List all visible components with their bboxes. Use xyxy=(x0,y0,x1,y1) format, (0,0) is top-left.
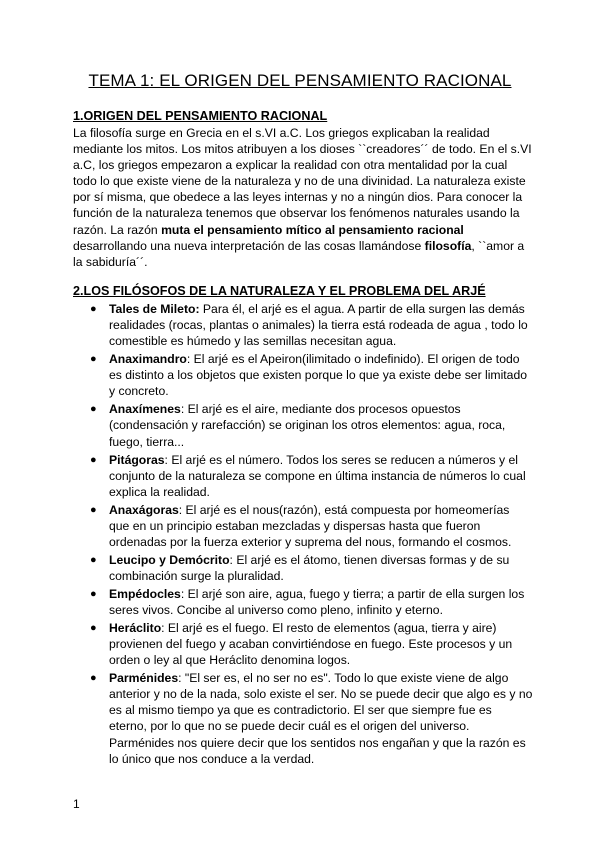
document-title: TEMA 1: EL ORIGEN DEL PENSAMIENTO RACIONAL xyxy=(88,71,512,90)
philosopher-description: : El arjé es el aire, mediante dos procesos opuestos (condensación y rarefacción) se originan los otros elementos: agua, roca, fuego, tierra... xyxy=(109,402,506,449)
philosopher-description: : "El ser es, el no ser no es". Todo lo que existe viene de algo anterior y no de la nada, solo existe el ser. No se puede decir que algo es y no es al mismo tiempo ya que es contradictorio. El ser que siempre fue es eterno, por lo que no se puede decir cuál es el origen del universo. Parménides nos quiere decir que los sentidos nos engañan y que la razón es lo único que nos conduce a la verdad. xyxy=(109,671,533,766)
philosopher-name: Parménides xyxy=(109,671,179,686)
philosopher-description: : El arjé son aire, agua, fuego y tierra; a partir de ella surgen los seres vivos. Concibe al universo como pleno, infinito y eterno. xyxy=(109,586,525,618)
list-item xyxy=(73,502,533,550)
bullet-icon: ● xyxy=(90,353,97,366)
paragraph-text-c: , ``amor a la sabiduría´´. xyxy=(73,238,525,269)
bullet-icon: ● xyxy=(90,672,97,685)
page-number: 1 xyxy=(73,797,80,811)
philosopher-name: Anaxímenes xyxy=(109,402,181,417)
list-item xyxy=(73,586,533,618)
list-item xyxy=(73,452,533,500)
bullet-icon: ● xyxy=(90,303,97,315)
list-item xyxy=(73,552,533,584)
paragraph-text-b: desarrollando una nueva interpretación de las cosas llamándose xyxy=(73,238,425,253)
philosopher-description: : El arjé es el fuego. El resto de elementos (agua, tierra y aire) provienen del fuego y acaban convirtiéndose en fuego. Este procesos y un orden o ley al que Heráclito denomina logos. xyxy=(109,621,513,668)
list-item xyxy=(73,620,533,668)
philosopher-description: : El arjé es el número. Todos los seres se reducen a números y el conjunto de la naturaleza se compone en última instancia de números lo cual explica la realidad. xyxy=(109,452,526,499)
philosopher-name: Empédocles xyxy=(109,586,181,601)
bullet-icon: ● xyxy=(90,622,97,635)
philosopher-name: Anaxágoras xyxy=(109,502,179,517)
paragraph-text-a: La filosofía surge en Grecia en el s.VI a.C. Los griegos explicaban la realidad mediante los mitos. Los mitos atribuyen a los dioses ``creadores´´ de todo. En el s.VI a.C, los griegos empezaron a explicar la realidad con otra mentalidad por la cual todo lo que existe viene de la naturaleza y no de una divinidad. La naturaleza existe por sí misma, que obedece a las leyes internas y no a ningún dios. Para conocer la función de la naturaleza tenemos que observar los fenómenos naturales usando la razón. La razón xyxy=(73,126,532,237)
section-1-paragraph xyxy=(73,125,533,270)
section-2-heading: 2.LOS FILÓSOFOS DE LA NATURALEZA Y EL PROBLEMA DEL ARJÉ xyxy=(73,284,486,298)
list-item xyxy=(73,301,533,349)
paragraph-bold-2: filosofía xyxy=(424,238,472,253)
philosopher-description: : El arjé es el nous(razón), está compuesta por homeomerías que en un principio estaban mezcladas y dispersas hasta que fueron ordenadas por la fuerza exterior y suprema del nous, formando el cosmos. xyxy=(109,502,512,549)
list-item xyxy=(73,670,533,767)
section-1-heading: 1.ORIGEN DEL PENSAMIENTO RACIONAL xyxy=(73,109,328,123)
list-item xyxy=(73,351,533,399)
list-item xyxy=(73,401,533,449)
philosopher-description: : El arjé es el Apeiron(ilimitado o indefinido). El origen de todo es distinto a los objetos que existen porque lo que ya existe debe ser limitado y concreto. xyxy=(109,352,528,399)
philosopher-description: : El arjé es el átomo, tienen diversas formas y de su combinación surge la pluralidad. xyxy=(109,552,510,583)
philosopher-name: Pitágoras xyxy=(109,452,165,467)
philosopher-name: Tales de Mileto: xyxy=(109,302,200,316)
philosophers-list xyxy=(73,301,533,769)
philosopher-description: Para él, el arjé es el agua. A partir de ella surgen las demás realidades (rocas, plantas o animales) la tierra está rodeada de agua , todo lo comestible es húmedo y las semillas necesitan agua. xyxy=(109,302,528,349)
philosopher-name: Anaximandro xyxy=(109,352,187,367)
bullet-icon: ● xyxy=(90,553,97,566)
philosopher-name: Leucipo y Demócrito xyxy=(109,552,230,567)
paragraph-bold-1: muta el pensamiento mítico al pensamiento racional xyxy=(161,222,464,237)
bullet-icon: ● xyxy=(90,587,97,600)
bullet-icon: ● xyxy=(90,503,97,516)
bullet-icon: ● xyxy=(90,453,97,466)
philosopher-name: Heráclito xyxy=(109,621,162,636)
bullet-icon: ● xyxy=(90,403,97,416)
